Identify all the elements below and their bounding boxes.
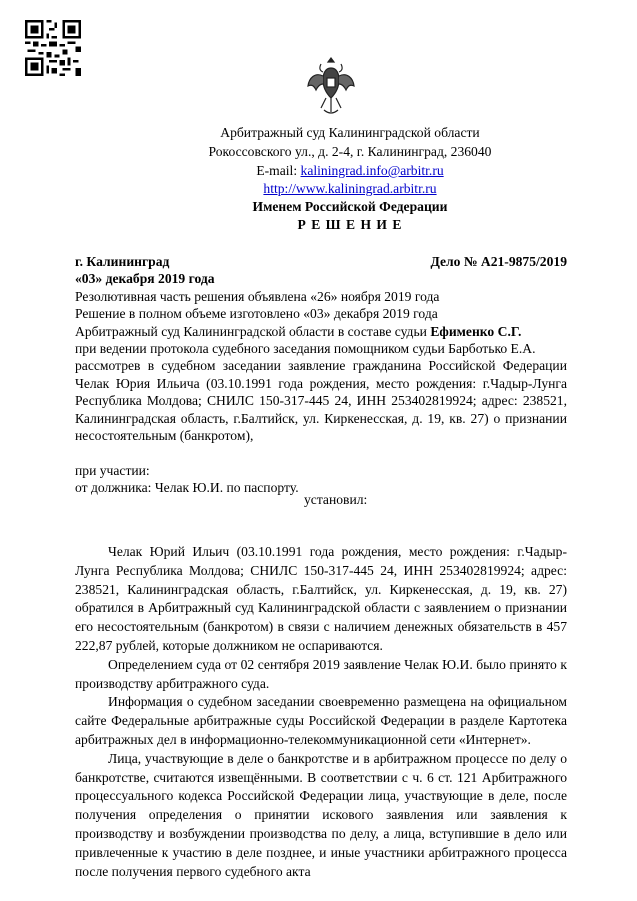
full-decision-line: Решение в полном объеме изготовлено «03» декабря 2019 года xyxy=(75,306,438,322)
body-paragraph: Лица, участвующие в деле о банкротстве и в арбитражном процессе по делу о банкротстве, считаются извещёнными. В соответствии с ч. 6 ст. 121 Арбитражного процессуального кодекса Российской Федерации лица, участвующие в деле, после получения определения о принятии искового заявления или заявления к производству и возбуждении производства по делу, а лица, вступившие в дело или привлеченные к участию в деле позднее, и иные участники арбитражного процесса после получения первого судебного акта xyxy=(75,750,567,879)
established-heading: установил: xyxy=(304,492,368,507)
decision-body xyxy=(75,543,567,881)
document-type-heading: Р Е Ш Е Н И Е xyxy=(297,217,403,232)
debtor-representation: от должника: Челак Ю.И. по паспорту. xyxy=(75,480,299,496)
resolution-announced-line: Резолютивная часть решения объявлена «26» ноября 2019 года xyxy=(75,288,440,304)
city: г. Калининград xyxy=(75,254,170,269)
body-paragraph: Информация о судебном заседании своевременно размещена на официальном сайте Федеральные арбитражные суды Российской Федерации в разделе Картотека арбитражных дел в информационно-телекоммуникационной сети «Интернет». xyxy=(75,694,567,747)
decision-date: «03» декабря 2019 года xyxy=(75,271,215,287)
considered-paragraph: рассмотрев в судебном заседании заявление гражданина Российской Федерации Челак Юрия Ильича (03.10.1991 года рождения, место рождения: г.Чадыр-Лунга Республика Молдова; СНИЛС 150-317-445 24, ИНН 253402819924; адрес: 238521, Калининградская область, г.Балтийск, ул. Киркенесская, д. 19, кв. 27) о признании несостоятельным (банкротом), xyxy=(75,358,567,444)
body-paragraph: Челак Юрий Ильич (03.10.1991 года рождения, место рождения: г.Чадыр-Лунга Республика Молдова; СНИЛС 150-317-445 24, ИНН 253402819924; адрес: 238521, Калининградская область, г.Балтийск, ул. Киркенесская, д. 19, кв. 27) обратился в Арбитражный суд Калининградской области с заявлением о признании его несостоятельным (банкротом) в связи с наличием денежных обязательств в 457 222,87 рублей, которые должником не оспариваются. xyxy=(75,544,567,653)
case-details xyxy=(75,253,567,497)
qr-code xyxy=(25,20,81,76)
court-website-line xyxy=(0,180,637,199)
email-link[interactable]: kaliningrad.info@arbitr.ru xyxy=(300,163,444,178)
case-number: Дело № А21-9875/2019 xyxy=(430,254,567,269)
court-email-line xyxy=(0,162,637,181)
website-link[interactable]: http://www.kaliningrad.arbitr.ru xyxy=(263,181,437,196)
email-label: E-mail: xyxy=(256,163,301,178)
body-paragraph: Определением суда от 02 сентября 2019 заявление Челак Ю.И. было принято к производству арбитражного суда. xyxy=(75,656,567,691)
participation-label: при участии: xyxy=(75,462,150,478)
court-address: Рокоссовского ул., д. 2-4, г. Калининград, 236040 xyxy=(208,144,492,159)
secretary-line: при ведении протокола судебного заседания помощником судьи Барботько Е.А. xyxy=(75,341,536,357)
court-name: Арбитражный суд Калининградской области xyxy=(220,125,480,140)
in-the-name-heading: Именем Российской Федерации xyxy=(252,199,448,214)
coat-of-arms-emblem xyxy=(306,54,356,118)
judge-name: Ефименко С.Г. xyxy=(430,323,522,339)
city-case-row xyxy=(75,253,567,270)
court-composition-line xyxy=(75,323,567,340)
court-composition-text: Арбитражный суд Калининградской области в составе судьи xyxy=(75,323,431,339)
